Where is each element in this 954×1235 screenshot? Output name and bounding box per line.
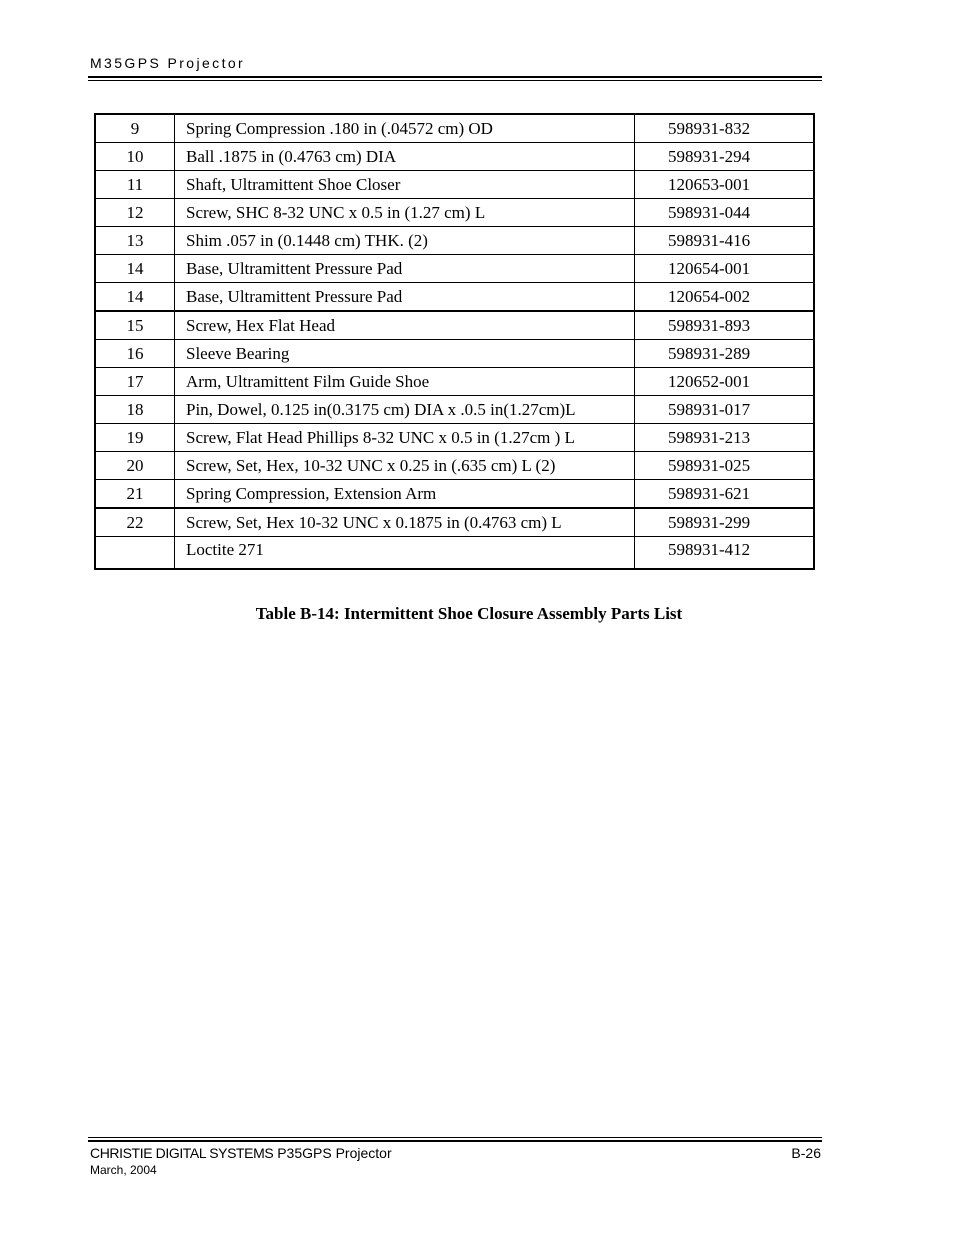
part-number-cell: 120652-001 <box>635 368 815 396</box>
part-number-cell: 120653-001 <box>635 171 815 199</box>
item-number-cell: 14 <box>95 255 175 283</box>
table-row <box>95 311 814 340</box>
footer-date: March, 2004 <box>90 1163 157 1177</box>
description-cell: Shim .057 in (0.1448 cm) THK. (2) <box>175 227 635 255</box>
part-number-cell: 598931-621 <box>635 480 815 509</box>
item-number-cell: 10 <box>95 143 175 171</box>
item-number-cell: 21 <box>95 480 175 509</box>
item-number-cell: 19 <box>95 424 175 452</box>
table-row <box>95 508 814 537</box>
part-number-cell: 598931-294 <box>635 143 815 171</box>
description-cell: Screw, SHC 8-32 UNC x 0.5 in (1.27 cm) L <box>175 199 635 227</box>
item-number-cell: 20 <box>95 452 175 480</box>
footer-title <box>90 1145 392 1161</box>
page-header-title: M35GPS Projector <box>90 55 246 71</box>
item-number-cell: 22 <box>95 508 175 537</box>
description-cell: Arm, Ultramittent Film Guide Shoe <box>175 368 635 396</box>
item-number-cell <box>95 537 175 570</box>
item-number-cell: 9 <box>95 114 175 143</box>
footer-product-name: P35GPS Projector <box>277 1145 392 1161</box>
description-cell: Base, Ultramittent Pressure Pad <box>175 255 635 283</box>
description-cell: Screw, Set, Hex 10-32 UNC x 0.1875 in (0.4763 cm) L <box>175 508 635 537</box>
part-number-cell: 598931-893 <box>635 311 815 340</box>
parts-table <box>94 113 815 570</box>
part-number-cell: 120654-002 <box>635 283 815 312</box>
table-row <box>95 340 814 368</box>
table-row <box>95 424 814 452</box>
description-cell: Base, Ultramittent Pressure Pad <box>175 283 635 312</box>
table-row <box>95 255 814 283</box>
description-cell: Pin, Dowel, 0.125 in(0.3175 cm) DIA x .0.5 in(1.27cm)L <box>175 396 635 424</box>
table-row <box>95 452 814 480</box>
part-number-cell: 598931-299 <box>635 508 815 537</box>
description-cell: Loctite 271 <box>175 537 635 570</box>
table-row <box>95 114 814 143</box>
description-cell: Spring Compression, Extension Arm <box>175 480 635 509</box>
part-number-cell: 598931-017 <box>635 396 815 424</box>
table-row <box>95 227 814 255</box>
part-number-cell: 598931-213 <box>635 424 815 452</box>
part-number-cell: 120654-001 <box>635 255 815 283</box>
part-number-cell: 598931-416 <box>635 227 815 255</box>
table-row <box>95 368 814 396</box>
part-number-cell: 598931-289 <box>635 340 815 368</box>
part-number-cell: 598931-832 <box>635 114 815 143</box>
table-caption: Table B-14: Intermittent Shoe Closure Assembly Parts List <box>255 604 683 623</box>
footer-company-name: CHRISTIE DIGITAL SYSTEMS <box>90 1145 274 1161</box>
description-cell: Ball .1875 in (0.4763 cm) DIA <box>175 143 635 171</box>
description-cell: Sleeve Bearing <box>175 340 635 368</box>
item-number-cell: 18 <box>95 396 175 424</box>
table-row <box>95 537 814 570</box>
footer-rule-thin <box>88 1137 822 1138</box>
part-number-cell: 598931-412 <box>635 537 815 570</box>
part-number-cell: 598931-044 <box>635 199 815 227</box>
table-row <box>95 480 814 509</box>
item-number-cell: 14 <box>95 283 175 312</box>
table-row <box>95 283 814 312</box>
footer-rule <box>88 1140 822 1142</box>
item-number-cell: 16 <box>95 340 175 368</box>
description-cell: Spring Compression .180 in (.04572 cm) OD <box>175 114 635 143</box>
page-number: B-26 <box>791 1145 821 1161</box>
description-cell: Shaft, Ultramittent Shoe Closer <box>175 171 635 199</box>
header-rule <box>88 76 822 78</box>
table-row <box>95 199 814 227</box>
description-cell: Screw, Set, Hex, 10-32 UNC x 0.25 in (.635 cm) L (2) <box>175 452 635 480</box>
description-cell: Screw, Flat Head Phillips 8-32 UNC x 0.5 in (1.27cm ) L <box>175 424 635 452</box>
item-number-cell: 13 <box>95 227 175 255</box>
description-cell: Screw, Hex Flat Head <box>175 311 635 340</box>
table-row <box>95 143 814 171</box>
item-number-cell: 12 <box>95 199 175 227</box>
table-row <box>95 396 814 424</box>
item-number-cell: 15 <box>95 311 175 340</box>
header-rule-thin <box>88 80 822 81</box>
table-row <box>95 171 814 199</box>
item-number-cell: 11 <box>95 171 175 199</box>
item-number-cell: 17 <box>95 368 175 396</box>
part-number-cell: 598931-025 <box>635 452 815 480</box>
